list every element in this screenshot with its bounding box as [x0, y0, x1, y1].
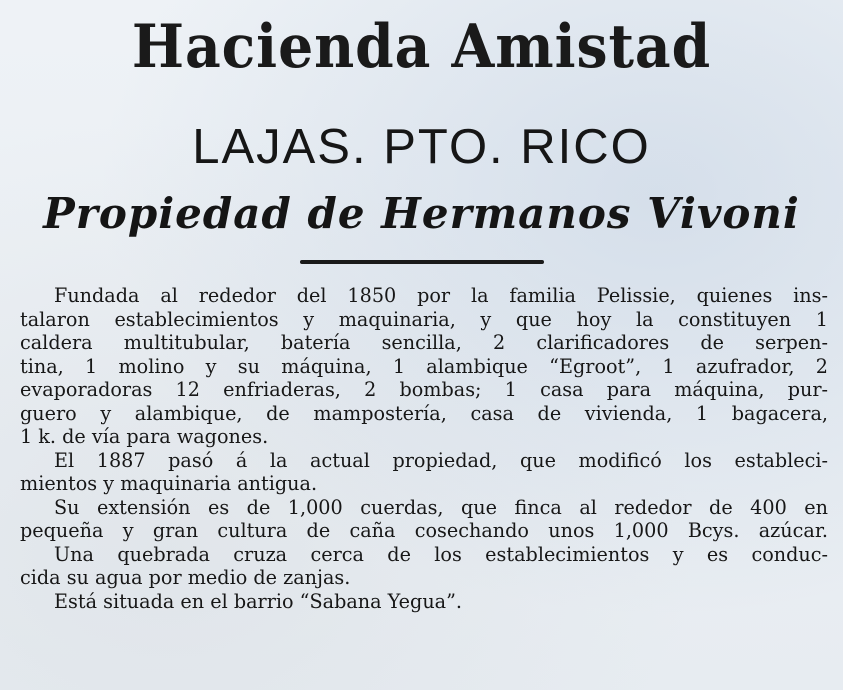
text-line: talaron establecimientos y maquinaria, y que hoy la constituyen 1 — [20, 307, 828, 331]
text-line: Una quebrada cruza cerca de los establecimientos y es conduc- — [54, 542, 828, 566]
text-line: cida su agua por medio de zanjas. — [20, 566, 351, 589]
divider-rule — [300, 260, 544, 264]
text-line: evaporadoras 12 enfriaderas, 2 bombas; 1 casa para máquina, pur- — [20, 378, 828, 401]
location-subtitle: LAJAS. PTO. RICO — [192, 120, 651, 174]
text-line: Fundada al rededor del 1850 por la familia Pelissie, quienes ins- — [54, 284, 828, 307]
text-line: mientos y maquinaria antigua. — [20, 472, 318, 495]
text-line: guero y alambique, de mampostería, casa de vivienda, 1 bagacera, — [20, 401, 828, 425]
text-line: Su extensión es de 1,000 cuerdas, que finca al rededor de 400 en — [54, 495, 828, 519]
owner-heading: Propiedad de Hermanos Vivoni — [43, 189, 800, 238]
body-text — [20, 284, 828, 613]
text-line: El 1887 pasó á la actual propiedad, que modificó los estableci- — [54, 448, 828, 472]
text-line: Está situada en el barrio “Sabana Yegua”. — [54, 589, 463, 613]
text-line: caldera multitubular, batería sencilla, 2 clarificadores de serpen- — [20, 331, 828, 354]
text-line: pequeña y gran cultura de caña cosechando unos 1,000 Bcys. azúcar. — [20, 519, 828, 542]
text-line: 1 k. de vía para wagones. — [20, 425, 269, 448]
document-title: Hacienda Amistad — [131, 12, 712, 82]
text-line: tina, 1 molino y su máquina, 1 alambique “Egroot”, 1 azufrador, 2 — [20, 354, 828, 378]
